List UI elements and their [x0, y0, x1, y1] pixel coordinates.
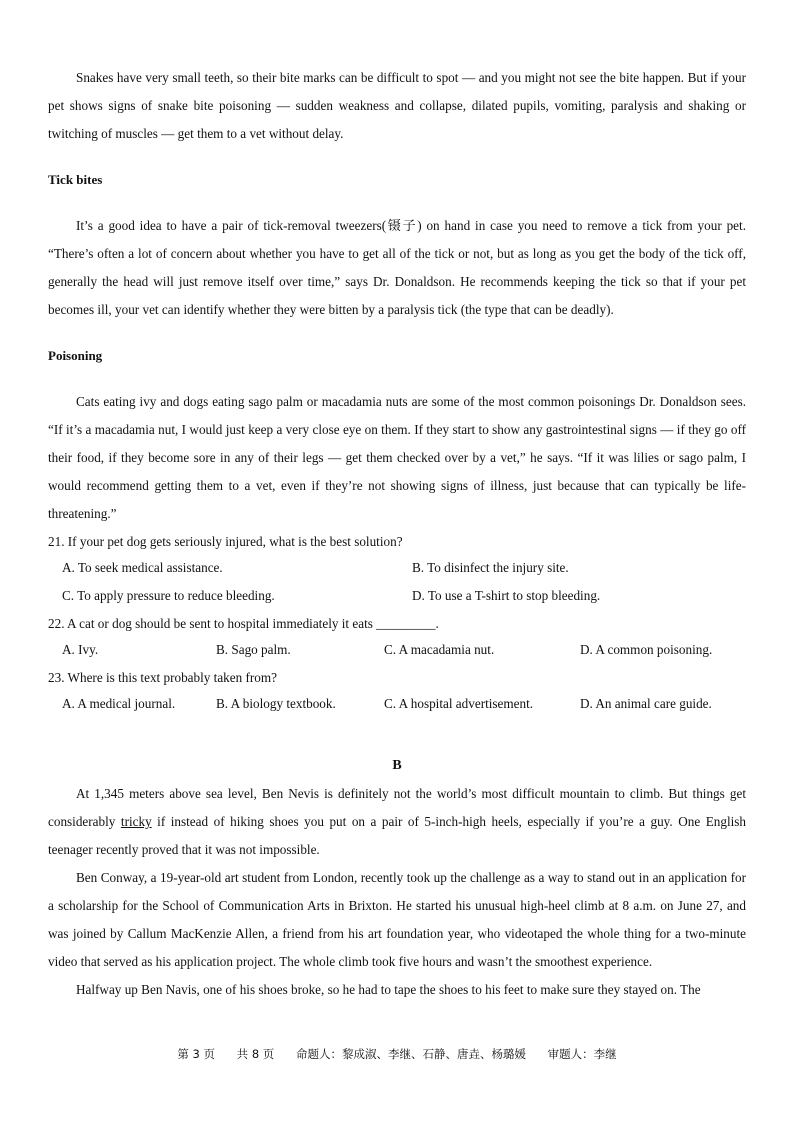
option-a: A. A medical journal.	[62, 696, 176, 711]
poisoning-heading-block	[48, 342, 746, 370]
tick-heading: Tick bites	[48, 172, 103, 187]
underlined-word-tricky: tricky	[120, 814, 152, 829]
option-a: A. To seek medical assistance.	[62, 560, 223, 575]
option-d: D. An animal care guide.	[580, 696, 712, 711]
snake-paragraph: Snakes have very small teeth, so their bite marks can be difficult to spot — and you might not see the bite happen. But if your pet shows signs of snake bite poisoning — sudden weakness and collapse, dilated pupils, vomiting, paralysis and shaking or twitching of muscles — get them to a vet without delay.	[48, 70, 746, 141]
option-d: D. A common poisoning.	[580, 642, 713, 657]
footer-reviewer: 审题人：李继	[547, 1047, 617, 1061]
question-22	[48, 612, 746, 664]
option-c: C. A hospital advertisement.	[384, 696, 534, 711]
option-c: C. A macadamia nut.	[384, 642, 495, 657]
options	[48, 554, 746, 610]
option-c: C. To apply pressure to reduce bleeding.	[62, 588, 275, 603]
document-page	[48, 64, 746, 1004]
footer-page-number: 第 3 页	[177, 1047, 216, 1061]
ben-nevis-paragraph-1	[48, 780, 746, 864]
option-b: B. A biology textbook.	[216, 696, 336, 711]
options	[48, 690, 746, 718]
poisoning-heading: Poisoning	[48, 348, 103, 363]
options	[48, 636, 746, 664]
option-a: A. Ivy.	[62, 642, 99, 657]
page-footer	[0, 1046, 794, 1062]
option-d: D. To use a T-shirt to stop bleeding.	[412, 588, 601, 603]
question-text: 23. Where is this text probably taken from?	[48, 670, 278, 685]
p1-text-before: At 1,345 meters above sea level, Ben Nevis is definitely not the world’s most difficult mountain to climb. But things get considerably	[48, 786, 746, 829]
footer-total-pages: 共 8 页	[236, 1047, 275, 1061]
question-23	[48, 666, 746, 718]
option-b: B. Sago palm.	[216, 642, 291, 657]
ben-nevis-paragraph-3: Halfway up Ben Navis, one of his shoes broke, so he had to tape the shoes to his feet to make sure they stayed on. The	[76, 982, 701, 997]
question-21	[48, 530, 746, 610]
p1-text-after: if instead of hiking shoes you put on a pair of 5-inch-high heels, especially if you’re a guy. One English teenager recently proved that it was not impossible.	[48, 814, 746, 857]
ben-nevis-paragraph-2: Ben Conway, a 19-year-old art student from London, recently took up the challenge as a way to stand out in an application for a scholarship for the School of Communication Arts in Brixton. He started his unusual high-heel climb at 8 a.m. on June 27, and was joined by Callum MacKenzie Allen, a friend from his art foundation year, who videotaped the whole thing for a two-minute video that served as his application project. The whole climb took five hours and wasn’t the smoothest experience.	[48, 870, 746, 969]
footer-authors: 命题人：黎成淑、李继、石静、唐垚、杨璐媛	[295, 1047, 526, 1061]
question-text: 22. A cat or dog should be sent to hospital immediately it eats _________.	[48, 616, 439, 631]
tick-paragraph: It’s a good idea to have a pair of tick-removal tweezers(镊子) on hand in case you need to remove a tick from your pet. “There’s often a lot of concern about whether you have to get all of the tick or not, but as long as you get the body of the tick off, generally the head will just remove itself over time,” says Dr. Donaldson. He recommends keeping the tick so that if your pet becomes ill, your vet can identify whether they were bitten by a paralysis tick (the type that can be deadly).	[48, 218, 746, 317]
question-text: 21. If your pet dog gets seriously injured, what is the best solution?	[48, 534, 403, 549]
tick-heading-block	[48, 166, 746, 194]
poisoning-paragraph: Cats eating ivy and dogs eating sago palm or macadamia nuts are some of the most common poisonings Dr. Donaldson sees. “If it’s a macadamia nut, I would just keep a very close eye on them. If they start to show any gastrointestinal signs — if they go off their food, if they become sore in any of their legs — get them checked over by a vet,” he says. “If it was lilies or sago palm, I would recommend getting them to a vet, even if they’re not showing signs of illness, just because that can typically be life-threatening.”	[48, 394, 746, 521]
option-b: B. To disinfect the injury site.	[412, 560, 569, 575]
section-b-title: B	[392, 758, 402, 773]
